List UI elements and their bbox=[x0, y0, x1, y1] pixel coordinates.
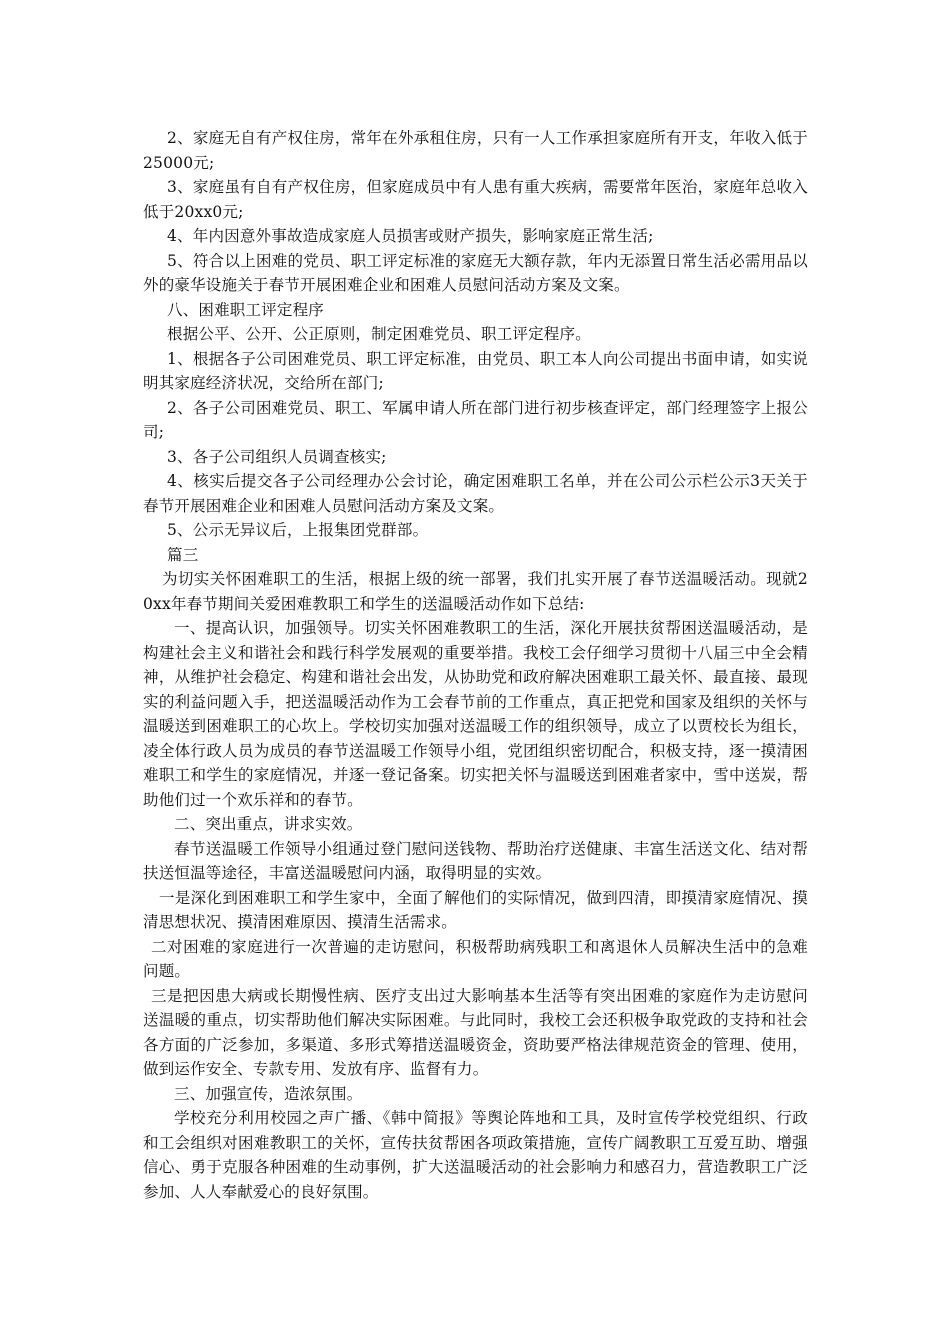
paragraph-criterion-4: 4、年内因意外事故造成家庭人员损害或财产损失，影响家庭正常生活; bbox=[167, 227, 654, 245]
paragraph-criterion-3: 3、家庭虽有自有产权住房，但家庭成员中有人患有重大疾病，需要常年医治，家庭年总收入低于20xx0元; bbox=[143, 178, 808, 221]
section-heading-evaluation-procedure: 八、困难职工评定程序 bbox=[167, 300, 325, 319]
paragraph-procedure-3: 3、各子公司组织人员调查核实; bbox=[167, 447, 387, 466]
document-page bbox=[143, 126, 808, 1204]
paragraph-procedure-5: 5、公示无异议后，上报集团党群部。 bbox=[167, 521, 429, 539]
paragraph-section-two-body: 春节送温暖工作领导小组通过登门慰问送钱物、帮助治疗送健康、丰富生活送文化、结对帮扶送恒温等途径，丰富送温暖慰问内涵，取得明显的实效。 bbox=[143, 839, 808, 882]
paragraph-point-two: 二对困难的家庭进行一次普遍的走访慰问，积极帮助病残职工和离退休人员解决生活中的急难问题。 bbox=[143, 937, 808, 980]
paragraph-point-three: 三是把因患大病或长期慢性病、医疗支出过大影响基本生活等有突出困难的家庭作为走访慰问送温暖的重点，切实帮助他们解决实际困难。与此同时，我校工会还积极争取党政的支持和社会各方面的广泛参加，多渠道、多形式筹措送温暖资金，资助要严格法律规范资金的管理、使用，做到运作安全、专款专用、发放有序、监督有力。 bbox=[143, 986, 808, 1078]
paragraph-summary-intro: 为切实关怀困难职工的生活，根据上级的统一部署，我们扎实开展了春节送温暖活动。现就20xx年春节期间关爱困难教职工和学生的送温暖活动作如下总结: bbox=[143, 570, 808, 613]
chapter-heading-part-three: 篇三 bbox=[167, 545, 199, 564]
paragraph-section-three-body: 学校充分利用校园之声广播、《韩中简报》等舆论阵地和工具，及时宣传学校党组织、行政和工会组织对困难教职工的关怀，宣传扶贫帮困各项政策措施，宣传广阔教职工互爱互助、增强信心、勇于克服各种困难的生动事例，扩大送温暖活动的社会影响力和感召力，营造教职工广泛参加、人人奉献爱心的良好氛围。 bbox=[143, 1109, 808, 1201]
paragraph-criterion-2: 2、家庭无自有产权住房，常年在外承租住房，只有一人工作承担家庭所有开支，年收入低于25000元; bbox=[143, 129, 808, 172]
paragraph-procedure-2: 2、各子公司困难党员、职工、军属申请人所在部门进行初步核查评定，部门经理签字上报公司; bbox=[143, 398, 808, 441]
paragraph-procedure-intro: 根据公平、公开、公正原则，制定困难党员、职工评定程序。 bbox=[167, 325, 591, 343]
section-heading-two: 二、突出重点，讲求实效。 bbox=[174, 815, 363, 833]
paragraph-procedure-1: 1、根据各子公司困难党员、职工评定标准，由党员、职工本人向公司提出书面申请，如实说明其家庭经济状况，交给所在部门; bbox=[143, 349, 808, 392]
paragraph-section-one: 一、提高认识，加强领导。切实关怀困难教职工的生活，深化开展扶贫帮困送温暖活动，是构建社会主义和谐社会和践行科学发展观的重要举措。我校工会仔细学习贯彻十八届三中全会精神，从维护社会稳定、构建和谐社会出发，从协助党和政府解决困难职工最关怀、最直接、最现实的利益问题入手，把送温暖活动作为工会春节前的工作重点，真正把党和国家及组织的关怀与温暖送到困难职工的心坎上。学校切实加强对送温暖工作的组织领导，成立了以贾校长为组长，凌全体行政人员为成员的春节送温暖工作领导小组，党团组织密切配合，积极支持，逐一摸清困难职工和学生的家庭情况，并逐一登记备案。切实把关怀与温暖送到困难者家中，雪中送炭，帮助他们过一个欢乐祥和的春节。 bbox=[143, 619, 808, 809]
paragraph-procedure-4: 4、核实后提交各子公司经理办公会讨论，确定困难职工名单，并在公司公示栏公示3天关于春节开展困难企业和困难人员慰问活动方案及文案。 bbox=[143, 472, 808, 515]
paragraph-point-one: 一是深化到困难职工和学生家中，全面了解他们的实际情况，做到四清，即摸清家庭情况、摸清思想状况、摸清困难原因、摸清生活需求。 bbox=[143, 888, 808, 931]
paragraph-criterion-5: 5、符合以上困难的党员、职工评定标准的家庭无大额存款，年内无添置日常生活必需用品以外的豪华设施关于春节开展困难企业和困难人员慰问活动方案及文案。 bbox=[143, 251, 808, 294]
section-heading-three: 三、加强宣传，造浓氛围。 bbox=[174, 1084, 363, 1103]
